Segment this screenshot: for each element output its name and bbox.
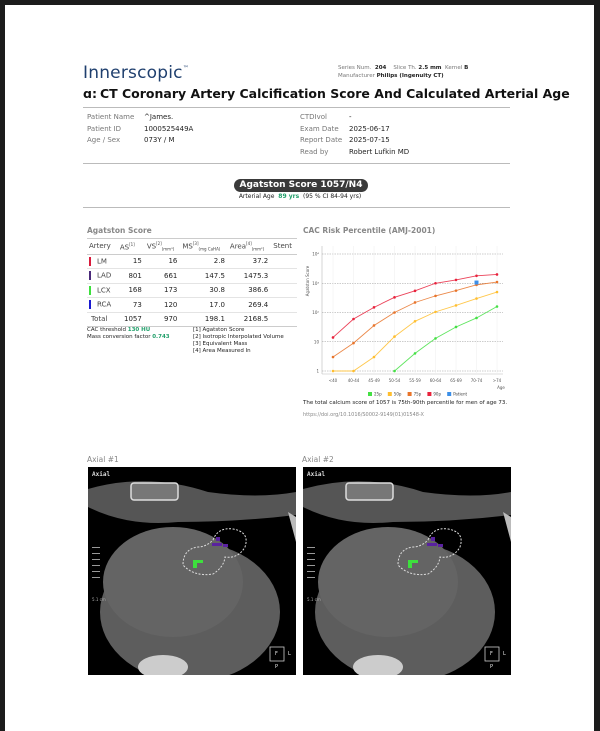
chart-doi-link[interactable]: https://doi.org/10.1016/S0002-9149(01)01548-X (303, 412, 424, 418)
artery-color-swatch (89, 300, 91, 309)
orientation-center: F (275, 651, 278, 657)
svg-text:40-44: 40-44 (347, 378, 360, 383)
svg-text:10²: 10² (312, 310, 319, 315)
series-meta: Series Num. 204 Slice Th. 2.5 mm Kernel B Manufacturer Philips (Ingenuity CT) (338, 65, 469, 79)
svg-text:>74: >74 (492, 378, 502, 383)
footnotes: [1] Agatston Score [2] Isotropic Interpolated Volume [3] Equivalent Mass [4] Area Measured In (193, 327, 284, 354)
report-title: ɑ: CT Coronary Artery Calcification Score And Calculated Arterial Age (83, 86, 570, 101)
axial-label: Axial (92, 471, 111, 478)
patient-info-right: CTDIvol - Exam Date 2025-06-17 Report Date 2025-07-15 Read by Robert Lufkin MD (300, 113, 410, 156)
scale-label: 5.1 cm (307, 597, 321, 602)
ct-slice (303, 467, 511, 675)
axial-image-1[interactable] (88, 467, 296, 675)
axial-1-title: Axial #1 (87, 455, 119, 464)
patient-info-left: Patient Name ^James. Patient ID 1000525449A Age / Sex 073Y / M (87, 113, 194, 144)
svg-text:10³: 10³ (312, 280, 319, 286)
svg-text:90p: 90p (433, 391, 442, 397)
svg-text:50p: 50p (393, 391, 402, 397)
table-row: LCX 168 173 30.8 386.6 (87, 283, 297, 298)
table-total-row: Total 1057 970 198.1 2168.5 (87, 312, 297, 327)
svg-text:Agatston Score: Agatston Score (305, 265, 310, 297)
svg-text:65-69: 65-69 (450, 378, 462, 383)
svg-text:50-54: 50-54 (388, 378, 401, 383)
orientation-right: L (288, 651, 291, 657)
chart-caption: The total calcium score of 1057 is 75th-90th percentile for men of age 73. (303, 400, 508, 406)
report-logo-icon: ɑ: (83, 86, 97, 101)
svg-text:Patient: Patient (453, 391, 468, 397)
svg-text:10: 10 (313, 339, 319, 345)
axial-2-title: Axial #2 (302, 455, 334, 464)
calc-params: CAC threshold 130 HU Mass conversion factor 0.743 (87, 327, 170, 340)
agatston-table (87, 238, 297, 327)
svg-text:75p: 75p (413, 391, 422, 397)
table-row: LM 15 16 2.8 37.2 (87, 254, 297, 269)
svg-text:Age: Age (497, 385, 505, 390)
axial-label: Axial (307, 471, 326, 478)
agatston-section-title: Agatston Score (87, 226, 152, 235)
ct-slice (88, 467, 296, 675)
divider (83, 163, 510, 164)
orientation-center: F (490, 651, 493, 657)
artery-color-swatch (89, 271, 91, 280)
orientation-bottom: P (490, 664, 494, 670)
brand-logo: Innerscopic™ (83, 63, 189, 83)
divider (83, 107, 510, 108)
svg-text:70-74: 70-74 (470, 378, 483, 383)
artery-color-swatch (89, 286, 91, 295)
axial-image-2[interactable] (303, 467, 511, 675)
table-row: LAD 801 661 147.5 1475.3 (87, 269, 297, 284)
svg-text:45-49: 45-49 (368, 378, 380, 383)
scale-label: 5.1 cm (92, 597, 106, 602)
orientation-right: L (503, 651, 506, 657)
artery-color-swatch (89, 257, 91, 266)
divider (83, 207, 510, 208)
svg-text:<40: <40 (328, 378, 338, 383)
chart-title: CAC Risk Percentile (AMJ-2001) (303, 226, 436, 235)
svg-text:10⁴: 10⁴ (312, 251, 319, 257)
svg-text:1: 1 (316, 368, 319, 374)
svg-text:55-59: 55-59 (409, 378, 421, 383)
svg-text:60-64: 60-64 (429, 378, 442, 383)
cac-percentile-chart (300, 236, 510, 401)
svg-text:25p: 25p (374, 391, 382, 397)
table-header: Artery AS[1] $VS[2]_{(mm^3)}$ $MS[3]_{(mg CaHA)}$ Area[4]$_{(mm^2)}$ Stent (87, 239, 297, 255)
orientation-bottom: P (275, 664, 279, 670)
agatston-score-badge: Agatston Score 1057/N4 (234, 179, 368, 192)
arterial-age: Arterial Age 89 yrs (95 % CI 84-94 yrs) (238, 193, 362, 200)
table-row: RCA 73 120 17.0 269.4 (87, 298, 297, 313)
